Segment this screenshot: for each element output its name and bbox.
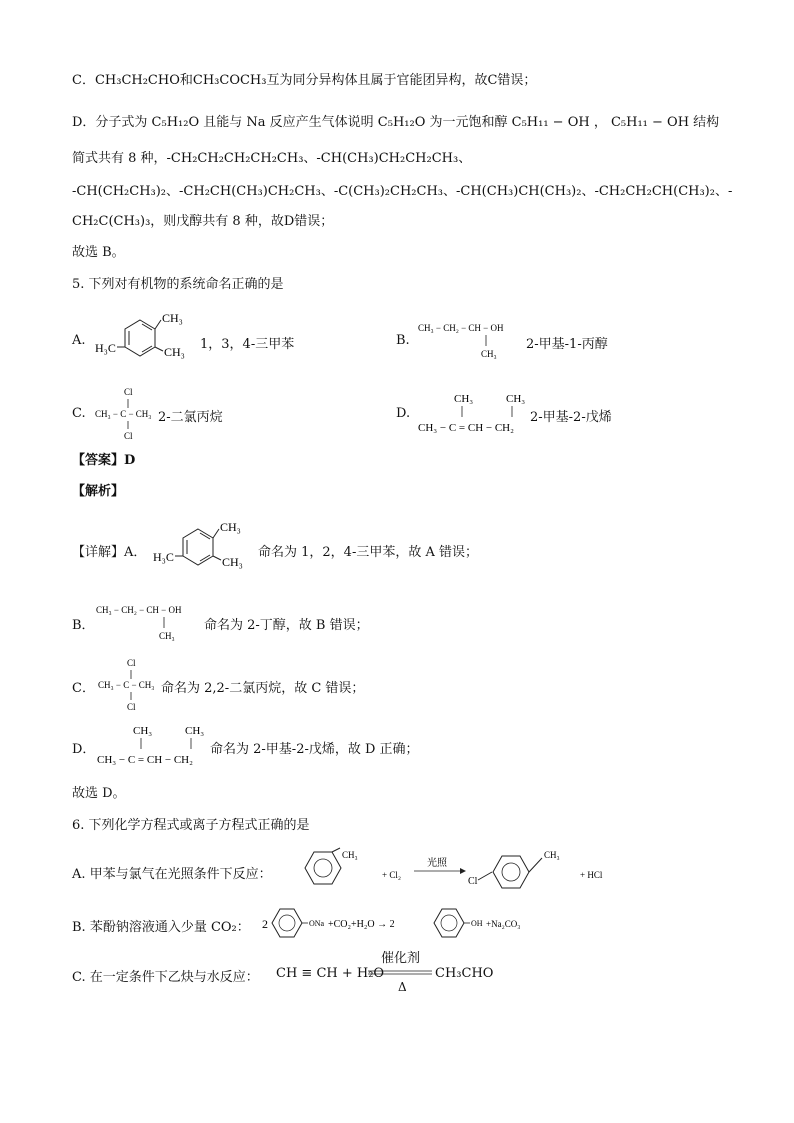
question-6-title: 6. 下列化学方程式或离子方程式正确的是 bbox=[72, 818, 310, 833]
svg-text:+ HCl: + HCl bbox=[580, 870, 603, 880]
q5-option-c-name: 2-二氯丙烷 bbox=[158, 410, 223, 425]
q6-option-b-text: B. 苯酚钠溶液通入少量 CO₂： bbox=[72, 920, 250, 935]
svg-text:CH₃: CH₃ bbox=[342, 850, 358, 860]
option-d-text-line1: D．分子式为 C₅H₁₂O 且能与 Na 反应产生气体说明 C₅H₁₂O 为一元饱和醇 C₅H₁₁ − OH ， C₅H₁₁ − OH 结构 bbox=[72, 115, 720, 130]
detail-d-text: 命名为 2-甲基-2-戊烯，故 D 正确； bbox=[210, 742, 419, 757]
detail-d-prefix: D． bbox=[72, 742, 96, 757]
analysis-label: 【解析】 bbox=[72, 484, 125, 499]
detail-d-structure bbox=[97, 722, 212, 770]
detail-a-structure bbox=[153, 516, 263, 578]
q6-c-product: CH₃CHO bbox=[435, 966, 494, 981]
svg-text:Cl: Cl bbox=[127, 658, 136, 668]
option-d-text-line3: -CH(CH₂CH₃)₂、-CH₂CH(CH₃)CH₂CH₃、-C(CH₃)₂CH₂CH₃、-CH(CH₃)CH(CH₃)₂、-CH₂CH₂CH(CH₃)₂、- bbox=[72, 184, 733, 199]
svg-text:Cl: Cl bbox=[124, 387, 133, 397]
q5-option-c-label: C. bbox=[72, 406, 86, 421]
methyl-left: H₃C bbox=[95, 341, 116, 355]
detail-c-text: 命名为 2,2-二氯丙烷，故 C 错误； bbox=[161, 681, 365, 696]
phenoxide-ring bbox=[272, 909, 302, 937]
equilibrium-bar bbox=[368, 968, 438, 978]
answer-label: 【答案】D bbox=[72, 453, 136, 468]
detail-b-text: 命名为 2-丁醇，故 B 错误； bbox=[204, 618, 369, 633]
svg-text:Cl: Cl bbox=[468, 876, 478, 887]
methyl-top: CH₃ bbox=[162, 311, 183, 325]
q6-option-c-text: C. 在一定条件下乙炔与水反应： bbox=[72, 970, 259, 985]
svg-text:CH₃: CH₃ bbox=[159, 631, 175, 641]
trimethylbenzene-structure bbox=[95, 308, 205, 368]
svg-text:CH₃ − CH₂ − CH − OH: CH₃ − CH₂ − CH − OH bbox=[96, 605, 182, 615]
methylpropanol-structure bbox=[418, 318, 528, 363]
chlorotoluene-ring bbox=[493, 856, 529, 888]
q5-option-b-name: 2-甲基-1-丙醇 bbox=[526, 337, 608, 352]
svg-text:CH₃ − C = CH − CH₂: CH₃ − C = CH − CH₂ bbox=[97, 754, 193, 766]
catalyst-label: 催化剂 bbox=[381, 951, 421, 966]
detail-a-prefix: 【详解】A． bbox=[72, 545, 147, 560]
svg-text:CH₃ − C = CH − CH₂: CH₃ − C = CH − CH₂ bbox=[418, 422, 514, 434]
svg-text:H₃C: H₃C bbox=[153, 550, 174, 564]
toluene-ring bbox=[305, 852, 341, 884]
svg-text:2: 2 bbox=[262, 917, 268, 931]
svg-text:Cl: Cl bbox=[127, 702, 136, 712]
svg-text:CH₃: CH₃ bbox=[222, 555, 243, 569]
option-d-text-line4: CH₂C(CH₃)₃，则戊醇共有 8 种，故D错误； bbox=[72, 214, 334, 229]
option-c-text: C．CH₃CH₂CHO和CH₃COCH₃互为同分异构体且属于官能团异构，故C错误； bbox=[72, 73, 537, 88]
svg-text:CH₃ − C − CH₃: CH₃ − C − CH₃ bbox=[95, 409, 152, 419]
svg-text:CH₃: CH₃ bbox=[133, 725, 153, 737]
svg-text:CH₃: CH₃ bbox=[481, 349, 497, 359]
methylpentene-structure bbox=[418, 390, 533, 438]
svg-text:CH₃: CH₃ bbox=[544, 850, 560, 860]
svg-text:CH₃: CH₃ bbox=[506, 393, 526, 405]
detail-c-prefix: C． bbox=[72, 681, 95, 696]
svg-text:+ Cl₂: + Cl₂ bbox=[382, 870, 401, 880]
conclusion-d: 故选 D。 bbox=[72, 786, 126, 801]
detail-c-structure bbox=[98, 655, 168, 713]
q5-option-a-label: A. bbox=[72, 333, 86, 348]
svg-text:CH₃: CH₃ bbox=[185, 725, 205, 737]
q5-option-d-name: 2-甲基-2-戊烯 bbox=[530, 410, 612, 425]
detail-b-structure bbox=[96, 600, 206, 645]
q6-c-reactants: CH ≡ CH + H₂O bbox=[276, 966, 385, 981]
svg-text:+CO₂+H₂O → 2: +CO₂+H₂O → 2 bbox=[328, 919, 395, 930]
heat-symbol: Δ bbox=[398, 980, 407, 994]
svg-text:ONa: ONa bbox=[309, 919, 325, 928]
svg-text:CH₃ − CH₂ − CH − OH: CH₃ − CH₂ − CH − OH bbox=[418, 323, 504, 333]
conclusion-b: 故选 B。 bbox=[72, 245, 125, 260]
phenol-ring bbox=[434, 909, 464, 937]
light-condition: 光照 bbox=[427, 858, 447, 869]
svg-text:CH₃: CH₃ bbox=[220, 520, 241, 534]
q6-option-a-equation bbox=[292, 848, 622, 894]
question-5-title: 5. 下列对有机物的系统命名正确的是 bbox=[72, 277, 284, 292]
detail-a-text: 命名为 1，2，4-三甲苯，故 A 错误； bbox=[258, 545, 478, 560]
svg-text:Cl: Cl bbox=[124, 431, 133, 441]
q5-option-a-name: 1，3，4-三甲苯 bbox=[200, 337, 295, 352]
svg-text:CH₃: CH₃ bbox=[454, 393, 474, 405]
dichloropropane-structure bbox=[95, 384, 165, 442]
q6-option-a-text: A. 甲苯与氯气在光照条件下反应： bbox=[72, 867, 272, 882]
svg-text:OH: OH bbox=[471, 919, 483, 928]
methyl-right: CH₃ bbox=[164, 345, 185, 359]
svg-text:CH₃ − C − CH₃: CH₃ − C − CH₃ bbox=[98, 680, 155, 690]
q5-option-b-label: B. bbox=[396, 333, 410, 348]
q6-option-b-equation bbox=[262, 906, 562, 942]
q5-option-d-label: D. bbox=[396, 406, 411, 421]
detail-b-prefix: B． bbox=[72, 618, 95, 633]
option-d-text-line2: 简式共有 8 种，-CH₂CH₂CH₂CH₂CH₃、-CH(CH₃)CH₂CH₂CH₃、 bbox=[72, 151, 472, 166]
svg-text:+Na₂CO₃: +Na₂CO₃ bbox=[486, 919, 521, 929]
